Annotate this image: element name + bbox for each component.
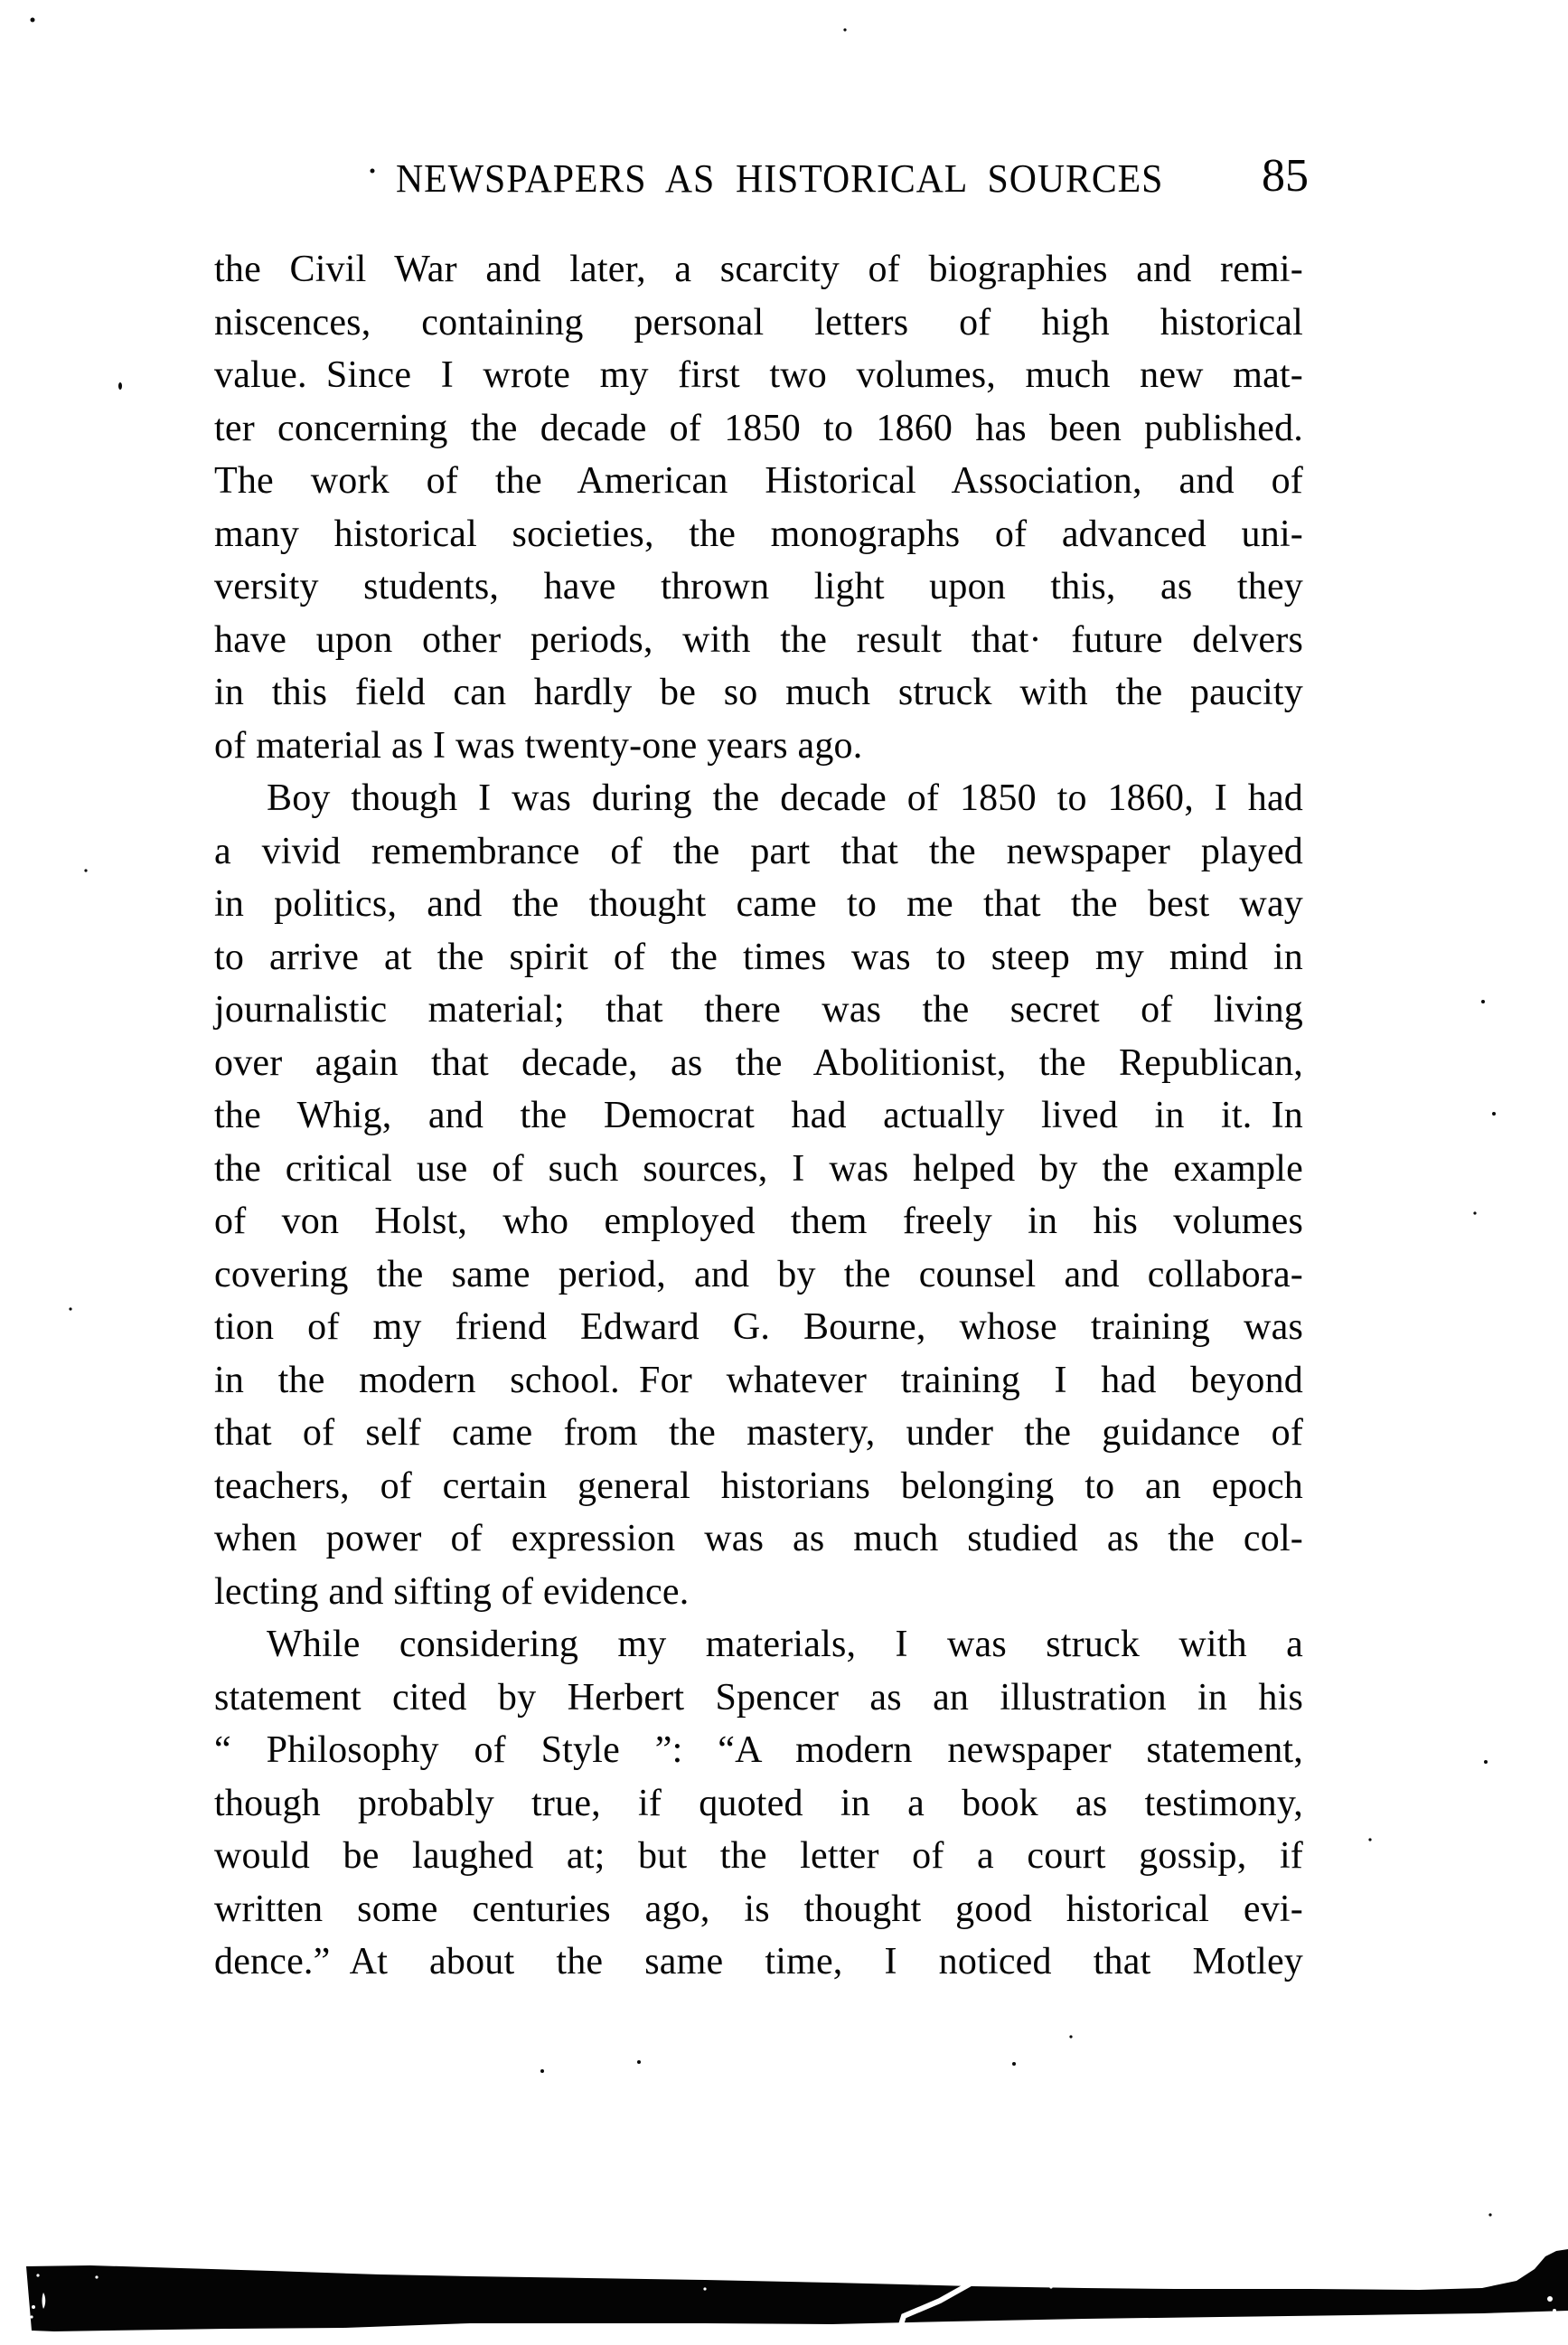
scan-speck bbox=[1368, 1838, 1371, 1841]
ink-stain-band bbox=[26, 2249, 1568, 2331]
text-line: statement cited by Herbert Spencer as an illustration in his bbox=[214, 1676, 1303, 1719]
scan-speck bbox=[371, 169, 375, 174]
text-line: ter concerning the decade of 1850 to 1860 has been published. bbox=[214, 407, 1303, 449]
scan-speck bbox=[540, 2069, 544, 2073]
scan-speck bbox=[843, 28, 846, 31]
text-line: journalistic material; that there was the secret of living bbox=[214, 989, 1303, 1031]
text-line: tion of my friend Edward G. Bourne, whose training was bbox=[214, 1306, 1303, 1348]
text-line: Boy though I was during the decade of 1850 to 1860, I had bbox=[267, 777, 1303, 819]
text-line: in the modern school. For whatever training I had beyond bbox=[214, 1359, 1303, 1401]
text-line: have upon other periods, with the result that· future delvers bbox=[214, 618, 1303, 661]
text-line: when power of expression was as much studied as the col- bbox=[214, 1518, 1303, 1559]
stain-fleck bbox=[1547, 2296, 1553, 2302]
text-line: “ Philosophy of Style ”: “A modern newspaper statement, bbox=[214, 1729, 1303, 1771]
text-line: value. Since I wrote my first two volumes, much new mat- bbox=[214, 354, 1303, 396]
scan-speck bbox=[1069, 2035, 1072, 2038]
text-line: in politics, and the thought came to me that the best way bbox=[214, 883, 1303, 925]
text-line: the critical use of such sources, I was helped by the example bbox=[214, 1147, 1303, 1190]
text-line: the Civil War and later, a scarcity of biographies and remi- bbox=[214, 249, 1303, 290]
scan-speck bbox=[1492, 1112, 1496, 1116]
text-line: written some centuries ago, is thought good historical evi- bbox=[214, 1888, 1303, 1930]
text-line: While considering my materials, I was struck with a bbox=[267, 1624, 1303, 1665]
scan-speck bbox=[1488, 2213, 1491, 2216]
text-line: to arrive at the spirit of the times was to steep my mind in bbox=[214, 936, 1303, 978]
stain-crease-line bbox=[899, 2284, 971, 2331]
scan-speck bbox=[31, 18, 35, 23]
text-line: covering the same period, and by the counsel and collabora- bbox=[214, 1253, 1303, 1295]
scan-speck bbox=[1012, 2062, 1016, 2066]
text-line: lecting and sifting of evidence. bbox=[214, 1570, 690, 1613]
scan-speck bbox=[118, 382, 122, 390]
text-line: a vivid remembrance of the part that the newspaper played bbox=[214, 830, 1303, 872]
stain-fleck bbox=[30, 2315, 33, 2318]
running-header-title: NEWSPAPERS AS HISTORICAL SOURCES bbox=[396, 156, 1164, 201]
stain-fleck bbox=[95, 2275, 98, 2278]
text-line: teachers, of certain general historians belonging to an epoch bbox=[214, 1464, 1303, 1507]
stain-fleck bbox=[1553, 2309, 1556, 2312]
scan-speck bbox=[637, 2060, 641, 2064]
scan-speck bbox=[1484, 1760, 1488, 1764]
text-line: in this field can hardly be so much struck with the paucity bbox=[214, 672, 1303, 713]
page-number: 85 bbox=[1262, 150, 1309, 202]
scan-speck bbox=[84, 869, 87, 871]
text-line: over again that decade, as the Abolitionist, the Republican, bbox=[214, 1041, 1303, 1084]
scan-speck bbox=[1481, 1000, 1485, 1003]
text-line: niscences, containing personal letters of high historical bbox=[214, 301, 1303, 344]
text-line: though probably true, if quoted in a book as testimony, bbox=[214, 1782, 1303, 1824]
scan-speck bbox=[1473, 1211, 1476, 1214]
text-line: dence.” At about the same time, I noticed that Motley bbox=[214, 1941, 1303, 1982]
text-line: the Whig, and the Democrat had actually lived in it. In bbox=[214, 1095, 1303, 1136]
stain-fleck bbox=[32, 2305, 35, 2309]
scan-speck bbox=[69, 1307, 71, 1310]
text-line: many historical societies, the monographs of advanced uni- bbox=[214, 513, 1303, 555]
text-line: would be laughed at; but the letter of a court gossip, if bbox=[214, 1835, 1303, 1877]
stain-fleck bbox=[36, 2274, 39, 2276]
stain-fleck bbox=[42, 2293, 46, 2309]
stain-fleck bbox=[1049, 2285, 1052, 2288]
text-line: of material as I was twenty-one years ago. bbox=[214, 724, 863, 767]
text-line: that of self came from the mastery, under the guidance of bbox=[214, 1412, 1303, 1454]
text-line: of von Holst, who employed them freely in his volumes bbox=[214, 1201, 1303, 1242]
stain-fleck bbox=[703, 2287, 706, 2290]
body-text-block bbox=[214, 243, 1303, 1989]
text-line: The work of the American Historical Association, and of bbox=[214, 460, 1303, 502]
text-line: versity students, have thrown light upon this, as they bbox=[214, 566, 1303, 607]
